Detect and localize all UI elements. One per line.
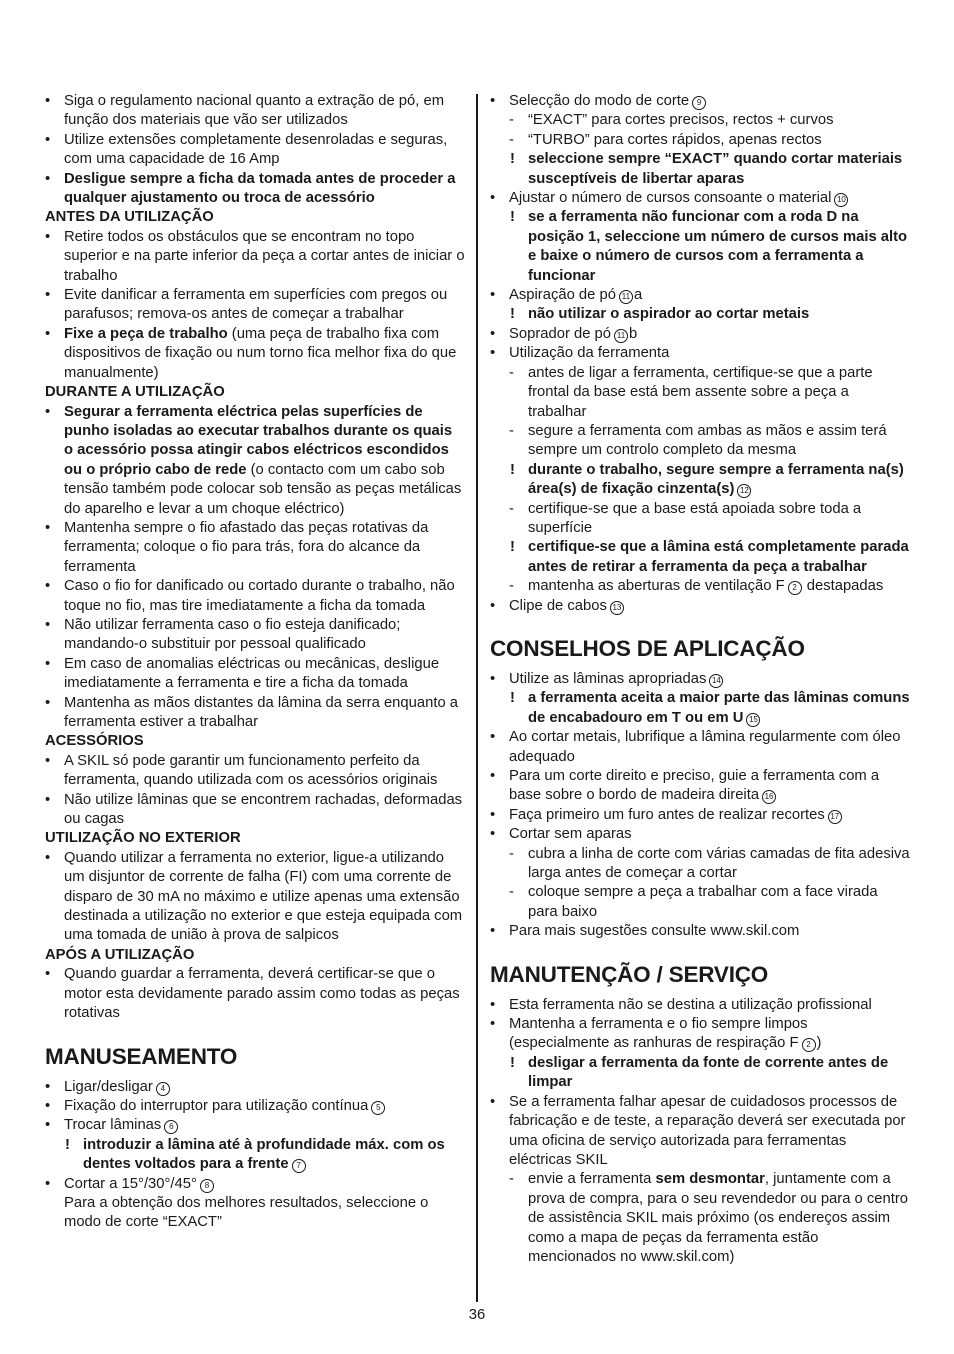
bullet-item — [45, 228, 465, 286]
bold-text: a ferramenta aceita a maior parte das lâminas comuns de encabadouro em T ou em U — [528, 690, 910, 726]
item-text: Para um corte direito e preciso, guie a ferramenta com a base sobre o bordo de madeira direita — [509, 768, 880, 804]
figure-ref-number: 11 — [614, 329, 628, 343]
item-text: “EXACT” para cortes precisos, rectos + curvos — [528, 112, 834, 129]
item-text: cubra a linha de corte com várias camadas de fita adesiva larga antes de começar a cortar — [528, 845, 910, 882]
figure-ref-number: 16 — [762, 790, 776, 804]
item-text: Caso o fio for danificado ou cortado durante o trabalho, não toque no fio, mas tire imediatamente a ficha da tomada — [64, 578, 455, 614]
item-text: Em caso de anomalias eléctricas ou mecânicas, desligue imediatamente a ferramenta e tire a ficha da tomada — [64, 655, 440, 692]
item-text: A SKIL só pode garantir um funcionamento perfeito da ferramenta, quando utilizada com os acessórios originais — [64, 752, 438, 789]
section-title — [490, 962, 910, 988]
bullet-item — [45, 849, 465, 946]
page-number: 36 — [468, 1307, 486, 1323]
item-text: Ligar/desligar — [64, 1078, 153, 1095]
item-text: Siga o regulamento nacional quanto a extração de pó, em função dos materiais que vão ser utilizados — [64, 93, 445, 129]
dash-item — [490, 577, 910, 596]
item-text: Utilize as lâminas apropriadas — [509, 670, 707, 687]
bold-text: Segurar a ferramenta eléctrica pelas superfícies de punho isoladas ao executar trabalhos durante os quais o acessório possa atingir cabos eléctricos escondidos ou o próprio cabo de rede — [64, 403, 453, 478]
item-text: CONSELHOS DE APLICAÇÃO — [490, 635, 805, 661]
item-text: (uma peça de trabalho fixa com dispositivos de fixação ou num torno fica melhor fixa do que manualmente) — [64, 325, 457, 381]
bullet-item — [45, 1175, 465, 1194]
bullet-item — [490, 597, 910, 616]
item-text: APÓS A UTILIZAÇÃO — [45, 946, 195, 963]
warning-item — [490, 150, 910, 189]
item-text: Aspiração de pó — [509, 287, 616, 304]
bullet-item — [490, 996, 910, 1015]
item-text: Cortar sem aparas — [509, 826, 632, 843]
bold-text: introduzir a lâmina até à profundidade máx. com os dentes voltados para a frente — [83, 1136, 445, 1173]
item-text: UTILIZAÇÃO NO EXTERIOR — [45, 830, 241, 847]
item-text: Se a ferramenta falhar apesar de cuidadosos processos de fabricação e de teste, a reparação deverá ser executada por uma oficina de serviço autorizada para ferramentas eléctricas SKIL — [509, 1093, 906, 1168]
figure-ref-number: 9 — [692, 96, 706, 110]
item-text: antes de ligar a ferramenta, certifique-se que a parte frontal da base está bem assente sobre a peça a trabalhar — [528, 364, 873, 420]
figure-ref-number: 14 — [709, 674, 723, 688]
warning-item — [45, 1136, 465, 1175]
figure-ref-number: 13 — [610, 601, 624, 615]
bullet-item — [45, 752, 465, 791]
item-text: DURANTE A UTILIZAÇÃO — [45, 384, 225, 401]
item-text: Quando utilizar a ferramenta no exterior, ligue-a utilizando um disjuntor de corrente de falha (FI) com uma corrente de disparo de 30 mA no máximo e utilize apenas uma extensão destinada a utilização no exterior e que esteja equipada com uma tomada de união à prova de salpicos — [64, 849, 463, 944]
warning-item — [490, 461, 910, 500]
bold-text: durante o trabalho, segure sempre a ferramenta na(s) área(s) de fixação cinzenta(s) — [528, 461, 904, 498]
item-text: Não utilizar ferramenta caso o fio esteja danificado; mandando-o substituir por pessoal qualificado — [64, 616, 401, 653]
dash-item — [490, 883, 910, 922]
item-text: Clipe de cabos — [509, 597, 607, 614]
item-text: Esta ferramenta não se destina a utilização profissional — [509, 996, 872, 1013]
dash-item — [490, 845, 910, 884]
bullet-item — [45, 655, 465, 694]
bullet-item — [45, 92, 465, 131]
bullet-item — [45, 965, 465, 1023]
figure-ref-number: 8 — [200, 1179, 214, 1193]
item-text: Selecção do modo de corte — [509, 93, 690, 109]
dash-item — [490, 111, 910, 130]
bullet-item — [45, 403, 465, 519]
dash-item — [490, 131, 910, 150]
bold-text: não utilizar o aspirador ao cortar metais — [528, 306, 810, 323]
item-suffix: a — [633, 287, 643, 304]
bullet-item — [45, 1078, 465, 1097]
item-text: ACESSÓRIOS — [45, 733, 144, 750]
bullet-item — [45, 1097, 465, 1116]
item-text: Para mais sugestões consulte www.skil.com — [509, 923, 800, 940]
item-text: ANTES DA UTILIZAÇÃO — [45, 209, 214, 226]
bullet-item — [490, 1015, 910, 1054]
bullet-item — [490, 922, 910, 941]
item-text: Soprador de pó — [509, 325, 612, 342]
item-suffix: b — [629, 325, 638, 342]
figure-ref-number: 5 — [371, 1101, 385, 1115]
item-text: Quando guardar a ferramenta, deverá certificar-se que o motor esta devidamente parado assim como todas as peças rotativas — [64, 966, 460, 1022]
item-text: MANUTENÇÃO / SERVIÇO — [490, 961, 769, 987]
section-heading — [45, 946, 465, 965]
item-text: “TURBO” para cortes rápidos, apenas rectos — [528, 131, 822, 148]
item-suffix: , juntamente com a prova de compra, para o seu revendedor ou para o centro de assistência SKIL mais próximo (os endereços assim como a mapa de peças da ferramenta estão mencionados no www.skil.com) — [528, 1171, 909, 1265]
bold-text: Fixe a peça de trabalho — [64, 325, 228, 342]
figure-ref-number: 4 — [156, 1082, 170, 1096]
bullet-item — [45, 1116, 465, 1135]
bullet-item — [45, 170, 465, 209]
bullet-item — [490, 806, 910, 825]
item-text: (o contacto com um cabo sob tensão também pode colocar sob tensão as peças metálicas do aparelho e levar a um choque eléctrico) — [64, 461, 462, 517]
item-text: mantenha as aberturas de ventilação F — [528, 578, 785, 595]
bullet-item — [45, 131, 465, 170]
section-heading — [45, 732, 465, 751]
bold-text: desligar a ferramenta da fonte de corrente antes de limpar — [528, 1054, 889, 1091]
item-text: Fixação do interruptor para utilização contínua — [64, 1097, 369, 1114]
column-divider — [476, 94, 478, 1302]
dash-item — [490, 500, 910, 539]
bullet-item — [45, 325, 465, 383]
bold-text: certifique-se que a lâmina está completamente parada antes de retirar a ferramenta da peça a trabalhar — [528, 539, 909, 575]
bullet-item — [490, 325, 910, 344]
figure-ref-number: 11 — [619, 290, 633, 304]
right-column — [490, 92, 910, 1267]
bullet-item — [490, 1093, 910, 1171]
bullet-item — [45, 519, 465, 577]
item-text: Ajustar o número de cursos consoante o material — [509, 190, 832, 207]
paragraph — [45, 1194, 465, 1233]
item-text: Para a obtenção dos melhores resultados, seleccione o modo de corte “EXACT” — [64, 1194, 429, 1231]
bold-text: Desligue sempre a ficha da tomada antes de proceder a qualquer ajustamento ou troca de acessório — [64, 170, 456, 207]
item-text: segure a ferramenta com ambas as mãos e assim terá sempre um controlo completo da mesma — [528, 422, 887, 459]
item-text: Não utilize lâminas que se encontrem rachadas, deformadas ou cagas — [64, 791, 463, 828]
bold-text: se a ferramenta não funcionar com a roda D na posição 1, seleccione um número de cursos mais alto e baixe o número de cursos com a ferramenta a funcionar — [528, 209, 908, 284]
dash-item — [490, 1170, 910, 1267]
figure-ref-number: 17 — [828, 810, 842, 824]
item-text: Faça primeiro um furo antes de realizar recortes — [509, 806, 825, 823]
bullet-item — [490, 728, 910, 767]
section-heading — [45, 208, 465, 227]
bold-text: sem desmontar — [655, 1171, 765, 1188]
bullet-item — [45, 616, 465, 655]
figure-ref-number: 15 — [746, 713, 760, 727]
bullet-item — [45, 694, 465, 733]
figure-ref-number: 10 — [834, 193, 848, 207]
warning-item — [490, 538, 910, 577]
figure-ref-number: 12 — [737, 484, 751, 498]
figure-ref-number: 2 — [802, 1038, 816, 1052]
item-text: Utilize extensões completamente desenroladas e seguras, com uma capacidade de 16 Amp — [64, 131, 448, 168]
warning-item — [490, 1054, 910, 1093]
warning-item — [490, 689, 910, 728]
warning-item — [490, 305, 910, 324]
bullet-item — [490, 670, 910, 689]
bold-text: seleccione sempre “EXACT” quando cortar materiais susceptíveis de libertar aparas — [528, 151, 903, 187]
bullet-item — [490, 767, 910, 806]
figure-ref-number: 6 — [164, 1120, 178, 1134]
dash-item — [490, 364, 910, 422]
item-text: Ao cortar metais, lubrifique a lâmina regularmente com óleo adequado — [509, 729, 901, 765]
bullet-item — [490, 825, 910, 844]
figure-ref-number: 7 — [292, 1159, 306, 1173]
bullet-item — [490, 344, 910, 363]
item-text: coloque sempre a peça a trabalhar com a face virada para baixo — [528, 884, 878, 920]
item-text: envie a ferramenta — [528, 1171, 656, 1188]
dash-item — [490, 422, 910, 461]
item-text: MANUSEAMENTO — [45, 1043, 238, 1069]
item-text: Retire todos os obstáculos que se encontram no topo superior e na parte inferior da peça a cortar antes de iniciar o trabalho — [64, 228, 465, 284]
item-text: Utilização da ferramenta — [509, 345, 670, 362]
item-text: Trocar lâminas — [64, 1117, 162, 1134]
section-heading — [45, 383, 465, 402]
left-column — [45, 92, 465, 1233]
section-title — [45, 1044, 465, 1070]
bullet-item — [490, 189, 910, 208]
section-heading — [45, 829, 465, 848]
item-text: Mantenha a ferramenta e o fio sempre limpos (especialmente as ranhuras de respiração F — [509, 1016, 808, 1052]
item-suffix: ) — [816, 1035, 822, 1052]
item-text: Mantenha sempre o fio afastado das peças rotativas da ferramenta; coloque o fio para trás, fora do alcance da ferramenta — [64, 519, 429, 575]
bullet-item — [45, 577, 465, 616]
item-text: Mantenha as mãos distantes da lâmina da serra enquanto a ferramenta estiver a trabalhar — [64, 694, 459, 730]
bullet-item — [490, 92, 910, 111]
item-text: Cortar a 15°/30°/45° — [64, 1175, 197, 1192]
item-text: Evite danificar a ferramenta em superfícies com pregos ou parafusos; remova-os antes de começar a trabalhar — [64, 287, 448, 323]
figure-ref-number: 2 — [788, 581, 802, 595]
item-text: certifique-se que a base está apoiada sobre toda a superfície — [528, 500, 862, 536]
item-suffix: destapadas — [802, 578, 884, 595]
warning-item — [490, 208, 910, 286]
bullet-item — [490, 286, 910, 305]
bullet-item — [45, 286, 465, 325]
section-title — [490, 636, 910, 662]
bullet-item — [45, 791, 465, 830]
